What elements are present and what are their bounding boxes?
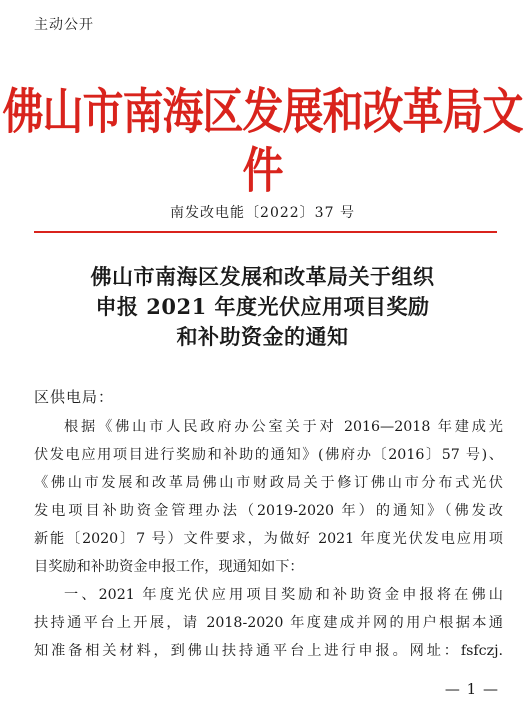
paragraph-1-line: 发电项目补助资金管理办法（2019-2020 年）的通知》（佛发改 — [34, 503, 503, 519]
document-title — [0, 262, 525, 352]
paragraph-2-line: 扶持通平台上开展，请 2018-2020 年度建成并网的用户根据本通 — [34, 615, 503, 631]
title-line-2: 申报 2021 年度光伏应用项目奖励 — [95, 294, 430, 319]
paragraph-1-line: 根据《佛山市人民政府办公室关于对 2016—2018 年建成光 — [64, 419, 503, 435]
disclosure-label: 主动公开 — [34, 17, 94, 33]
page-number: — 1 — — [444, 680, 499, 698]
paragraph-1 — [34, 413, 503, 581]
paragraph-2-line: 知准备相关材料，到佛山扶持通平台上进行申报。网址：fsfczj. — [34, 643, 503, 659]
paragraph-2-line: 一、2021 年度光伏应用项目奖励和补助资金申报将在佛山 — [64, 587, 503, 603]
red-divider-line — [34, 231, 497, 233]
paragraph-2 — [34, 581, 503, 665]
paragraph-1-line: 《佛山市发展和改革局佛山市财政局关于修订佛山市分布式光伏 — [34, 475, 503, 491]
title-line-3: 和补助资金的通知 — [176, 324, 349, 349]
body-text — [34, 413, 503, 665]
paragraph-1-line: 伏发电应用项目进行奖励和补助的通知》(佛府办〔2016〕57 号)、 — [34, 447, 503, 463]
org-header-title: 佛山市南海区发展和改革局文件 — [2, 83, 523, 199]
paragraph-1-line: 目奖励和补助资金申报工作，现通知如下： — [34, 559, 304, 575]
recipient-line: 区供电局： — [34, 388, 115, 406]
title-line-1: 佛山市南海区发展和改革局关于组织 — [90, 264, 435, 289]
document-number: 南发改电能〔2022〕37 号 — [170, 205, 355, 221]
paragraph-1-line: 新能〔2020〕7 号）文件要求，为做好 2021 年度光伏发电应用项 — [34, 531, 503, 547]
